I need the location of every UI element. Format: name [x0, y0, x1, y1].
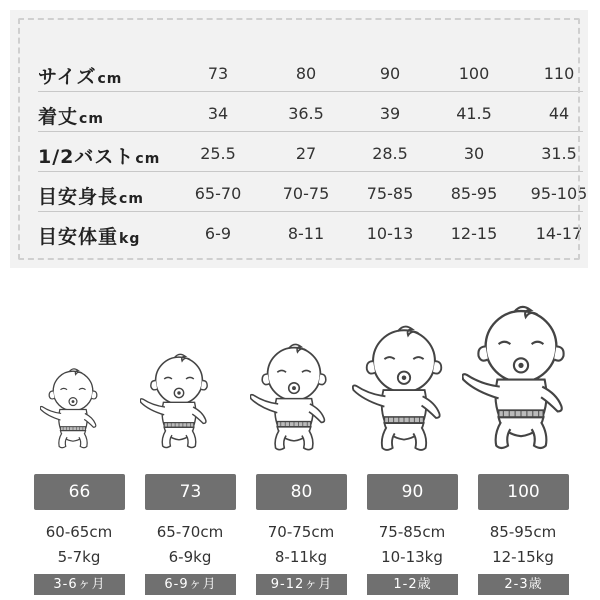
age-badge: 2-3歳 [478, 574, 569, 595]
baby-illustration-66 [40, 362, 106, 453]
height-range: 70-75cm [267, 523, 335, 541]
baby-illustration-100 [462, 300, 580, 452]
table-cell: 36.5 [288, 104, 324, 123]
table-cell: 70-75 [282, 184, 330, 203]
table-row [38, 52, 583, 92]
table-row [38, 212, 583, 252]
baby-illustration-73 [140, 348, 218, 452]
table-cell: 75-85 [366, 184, 414, 203]
table-cell: 27 [295, 144, 317, 163]
table-cell: 100 [458, 64, 490, 83]
row-label: 目安体重kg [38, 226, 141, 248]
height-range: 65-70cm [156, 523, 224, 541]
baby-illustration-80 [250, 338, 338, 454]
age-badge: 6-9ヶ月 [145, 574, 236, 595]
age-badge: 1-2歳 [367, 574, 458, 595]
table-cell: 14-17 [535, 224, 583, 243]
age-badge: 9-12ヶ月 [256, 574, 347, 595]
table-cell: 73 [207, 64, 229, 83]
table-cell: 90 [379, 64, 401, 83]
weight-range: 12-15kg [492, 548, 554, 566]
size-badge: 73 [145, 474, 236, 510]
row-label: 1/2バストcm [38, 146, 161, 168]
size-table [10, 10, 588, 268]
height-range: 75-85cm [378, 523, 446, 541]
weight-range: 8-11kg [274, 548, 328, 566]
table-row [38, 92, 583, 132]
table-cell: 30 [463, 144, 485, 163]
table-cell: 95-105 [530, 184, 588, 203]
height-range: 60-65cm [45, 523, 113, 541]
table-cell: 44 [548, 104, 570, 123]
weight-range: 6-9kg [168, 548, 212, 566]
size-badge: 66 [34, 474, 125, 510]
table-cell: 12-15 [450, 224, 498, 243]
table-cell: 85-95 [450, 184, 498, 203]
table-cell: 41.5 [456, 104, 492, 123]
table-row [38, 132, 583, 172]
weight-range: 5-7kg [57, 548, 101, 566]
table-cell: 28.5 [372, 144, 408, 163]
table-cell: 39 [379, 104, 401, 123]
table-cell: 80 [295, 64, 317, 83]
height-range: 85-95cm [489, 523, 557, 541]
row-label: サイズcm [38, 66, 123, 88]
row-label: 着丈cm [38, 106, 104, 128]
row-label: 目安身長cm [38, 186, 144, 208]
size-badge: 100 [478, 474, 569, 510]
table-cell: 34 [207, 104, 229, 123]
table-cell: 8-11 [287, 224, 325, 243]
table-cell: 6-9 [204, 224, 232, 243]
baby-illustration-90 [352, 322, 456, 452]
weight-range: 10-13kg [381, 548, 443, 566]
table-cell: 110 [543, 64, 575, 83]
table-cell: 65-70 [194, 184, 242, 203]
age-badge: 3-6ヶ月 [34, 574, 125, 595]
table-cell: 10-13 [366, 224, 414, 243]
table-row [38, 172, 588, 212]
table-cell: 25.5 [200, 144, 236, 163]
table-cell: 31.5 [541, 144, 577, 163]
size-badge: 90 [367, 474, 458, 510]
size-badge: 80 [256, 474, 347, 510]
